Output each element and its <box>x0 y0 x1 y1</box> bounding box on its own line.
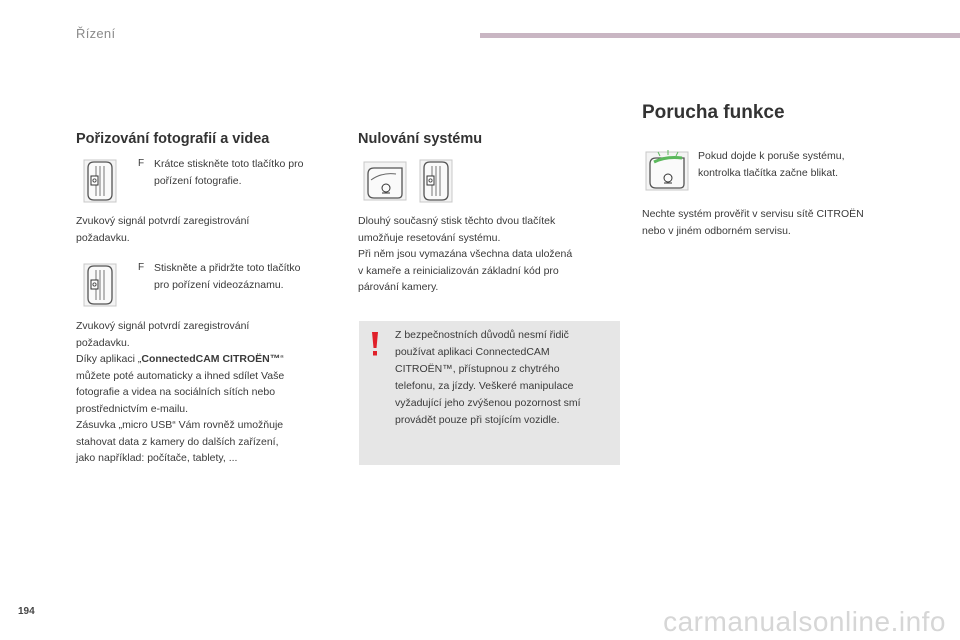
paragraph-confirm-1 <box>76 213 249 246</box>
app-name: ConnectedCAM CITROËN™ <box>141 353 281 365</box>
system-button-icon <box>362 160 408 202</box>
section-title-reset: Nulování systému <box>358 131 483 147</box>
warning-line: vyžadující jeho zvýšenou pozornost smí <box>395 397 581 409</box>
text-line: Zvukový signál potvrdí zaregistrování <box>76 215 250 227</box>
bullet-line: Krátce stiskněte toto tlačítko pro <box>154 158 304 170</box>
text-line: v kameře a reinicializován základní kód pro <box>358 264 559 277</box>
section-title-malfunction: Porucha funkce <box>642 102 785 123</box>
text-line: můžete poté automaticky a ihned sdílet Vaše <box>76 369 285 382</box>
text-line: stahovat data z kamery do dalších zařízení, <box>76 435 279 448</box>
text-line: prostřednictvím e-mailu. <box>76 402 189 415</box>
camera-button-icon <box>80 262 120 308</box>
text-line: Při něm jsou vymazána všechna data uložená <box>358 248 573 260</box>
bullet-video <box>138 260 338 296</box>
warning-line: Z bezpečnostních důvodů nesmí řidič <box>395 329 569 341</box>
bullet-mark: F <box>138 158 145 169</box>
text-line: fotografie a videa na sociálních sítích nebo <box>76 386 276 398</box>
warning-line: CITROËN™, přístupnou z chytrého <box>395 363 560 375</box>
text-line: požadavku. <box>76 231 130 244</box>
bullet-line: pro pořízení videozáznamu. <box>154 278 284 291</box>
text-line: kontrolka tlačítka začne blikat. <box>698 166 839 179</box>
text-line: nebo v jiném odborném servisu. <box>642 224 791 237</box>
text-line: Dlouhý současný stisk těchto dvou tlačítek <box>358 215 556 227</box>
header-bar <box>480 33 960 38</box>
bullet-line: Stiskněte a přidržte toto tlačítko <box>154 262 301 274</box>
text-fragment: “ <box>280 353 284 365</box>
paragraph-reset <box>358 213 628 296</box>
warning-box <box>359 321 620 465</box>
warning-icon <box>369 331 381 357</box>
warning-line: telefonu, za jízdy. Veškeré manipulace <box>395 380 574 392</box>
bullet-photo <box>138 156 338 192</box>
warning-line: používat aplikaci ConnectedCAM <box>395 346 550 358</box>
warning-line: provádět pouze při stojícím vozidle. <box>395 414 560 426</box>
text-line: Zásuvka „micro USB“ Vám rovněž umožňuje <box>76 419 284 431</box>
blinking-button-icon <box>644 148 690 192</box>
bullet-line: pořízení fotografie. <box>154 174 242 187</box>
camera-button-icon <box>80 158 120 204</box>
text-line: umožňuje resetování systému. <box>358 231 501 244</box>
section-title-photos: Pořizování fotografií a videa <box>76 131 270 147</box>
text-line: párování kamery. <box>358 281 439 293</box>
paragraph-malfunction-icon <box>698 148 898 181</box>
header-title: Řízení <box>76 26 116 41</box>
text-line: jako například: počítače, tablety, ... <box>76 452 238 464</box>
page-number: 194 <box>18 606 35 617</box>
watermark: carmanualsonline.info <box>663 606 946 637</box>
text-line: Zvukový signál potvrdí zaregistrování <box>76 320 250 332</box>
text-line: Pokud dojde k poruše systému, <box>698 150 845 162</box>
paragraph-service <box>642 206 942 239</box>
text-fragment: Díky aplikaci „ <box>76 353 142 365</box>
text-line-app <box>76 351 346 368</box>
bullet-mark: F <box>138 262 145 273</box>
camera-button-icon <box>416 158 456 204</box>
paragraph-app-info <box>76 318 346 467</box>
text-line: požadavku. <box>76 336 130 349</box>
text-line: Nechte systém prověřit v servisu sítě CITROËN <box>642 208 864 220</box>
